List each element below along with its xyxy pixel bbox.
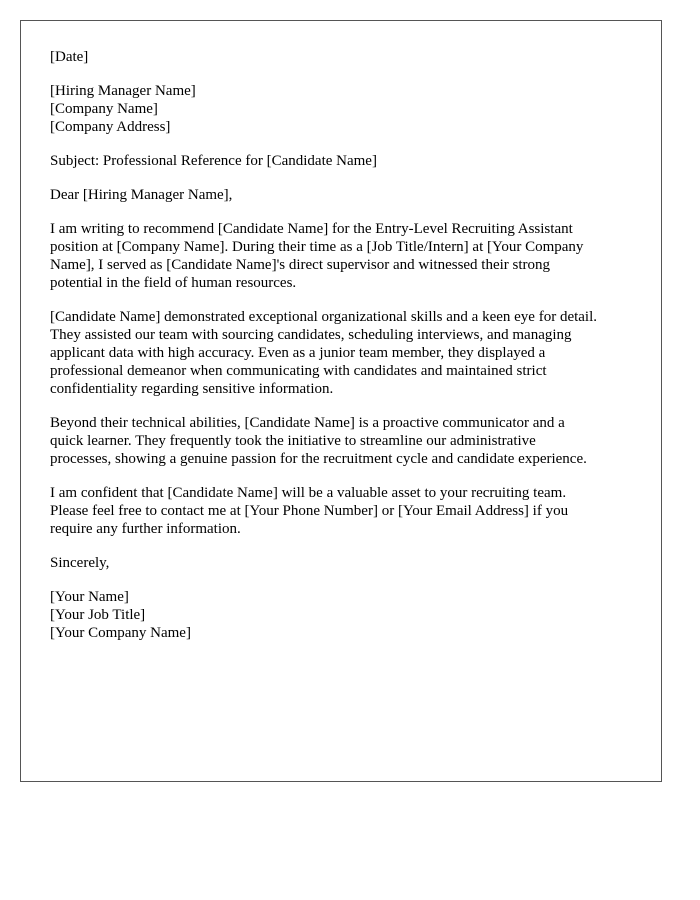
salutation-block [50,186,650,204]
paragraph-line: I am confident that [Candidate Name] will be a valuable asset to your recruiting team. [50,485,567,501]
signature-name: [Your Name] [50,589,129,605]
paragraph-line: Name], I served as [Candidate Name]'s direct supervisor and witnessed their strong [50,257,551,273]
paragraph-line: applicant data with high accuracy. Even as a junior team member, they displayed a [50,345,546,361]
salutation: Dear [Hiring Manager Name], [50,187,233,203]
paragraph-line: confidentiality regarding sensitive information. [50,381,334,397]
signature-block [50,588,650,642]
letter-date: [Date] [50,49,89,65]
letter-body [50,48,650,658]
letter-page [20,20,662,782]
closing: Sincerely, [50,555,110,571]
body-paragraph-3 [50,414,650,468]
body-paragraph-1 [50,220,650,292]
recipient-address [50,82,650,136]
recipient-address-line: [Company Address] [50,119,171,135]
recipient-name: [Hiring Manager Name] [50,83,196,99]
paragraph-line: [Candidate Name] demonstrated exceptional organizational skills and a keen eye for detail. [50,309,598,325]
paragraph-line: position at [Company Name]. During their time as a [Job Title/Intern] at [Your Company [50,239,584,255]
paragraph-line: I am writing to recommend [Candidate Name] for the Entry-Level Recruiting Assistant [50,221,573,237]
paragraph-line: Please feel free to contact me at [Your Phone Number] or [Your Email Address] if you [50,503,569,519]
paragraph-line: require any further information. [50,521,241,537]
recipient-company: [Company Name] [50,101,158,117]
paragraph-line: potential in the field of human resources. [50,275,297,291]
closing-block [50,554,650,572]
body-paragraph-4 [50,484,650,538]
signature-title: [Your Job Title] [50,607,146,623]
signature-company: [Your Company Name] [50,625,191,641]
date-block [50,48,650,66]
subject-block [50,152,650,170]
paragraph-line: They assisted our team with sourcing candidates, scheduling interviews, and managing [50,327,572,343]
subject-line: Subject: Professional Reference for [Candidate Name] [50,153,377,169]
paragraph-line: processes, showing a genuine passion for the recruitment cycle and candidate experience. [50,451,587,467]
paragraph-line: quick learner. They frequently took the initiative to streamline our administrative [50,433,536,449]
paragraph-line: professional demeanor when communicating with candidates and maintained strict [50,363,547,379]
paragraph-line: Beyond their technical abilities, [Candidate Name] is a proactive communicator and a [50,415,565,431]
body-paragraph-2 [50,308,650,398]
